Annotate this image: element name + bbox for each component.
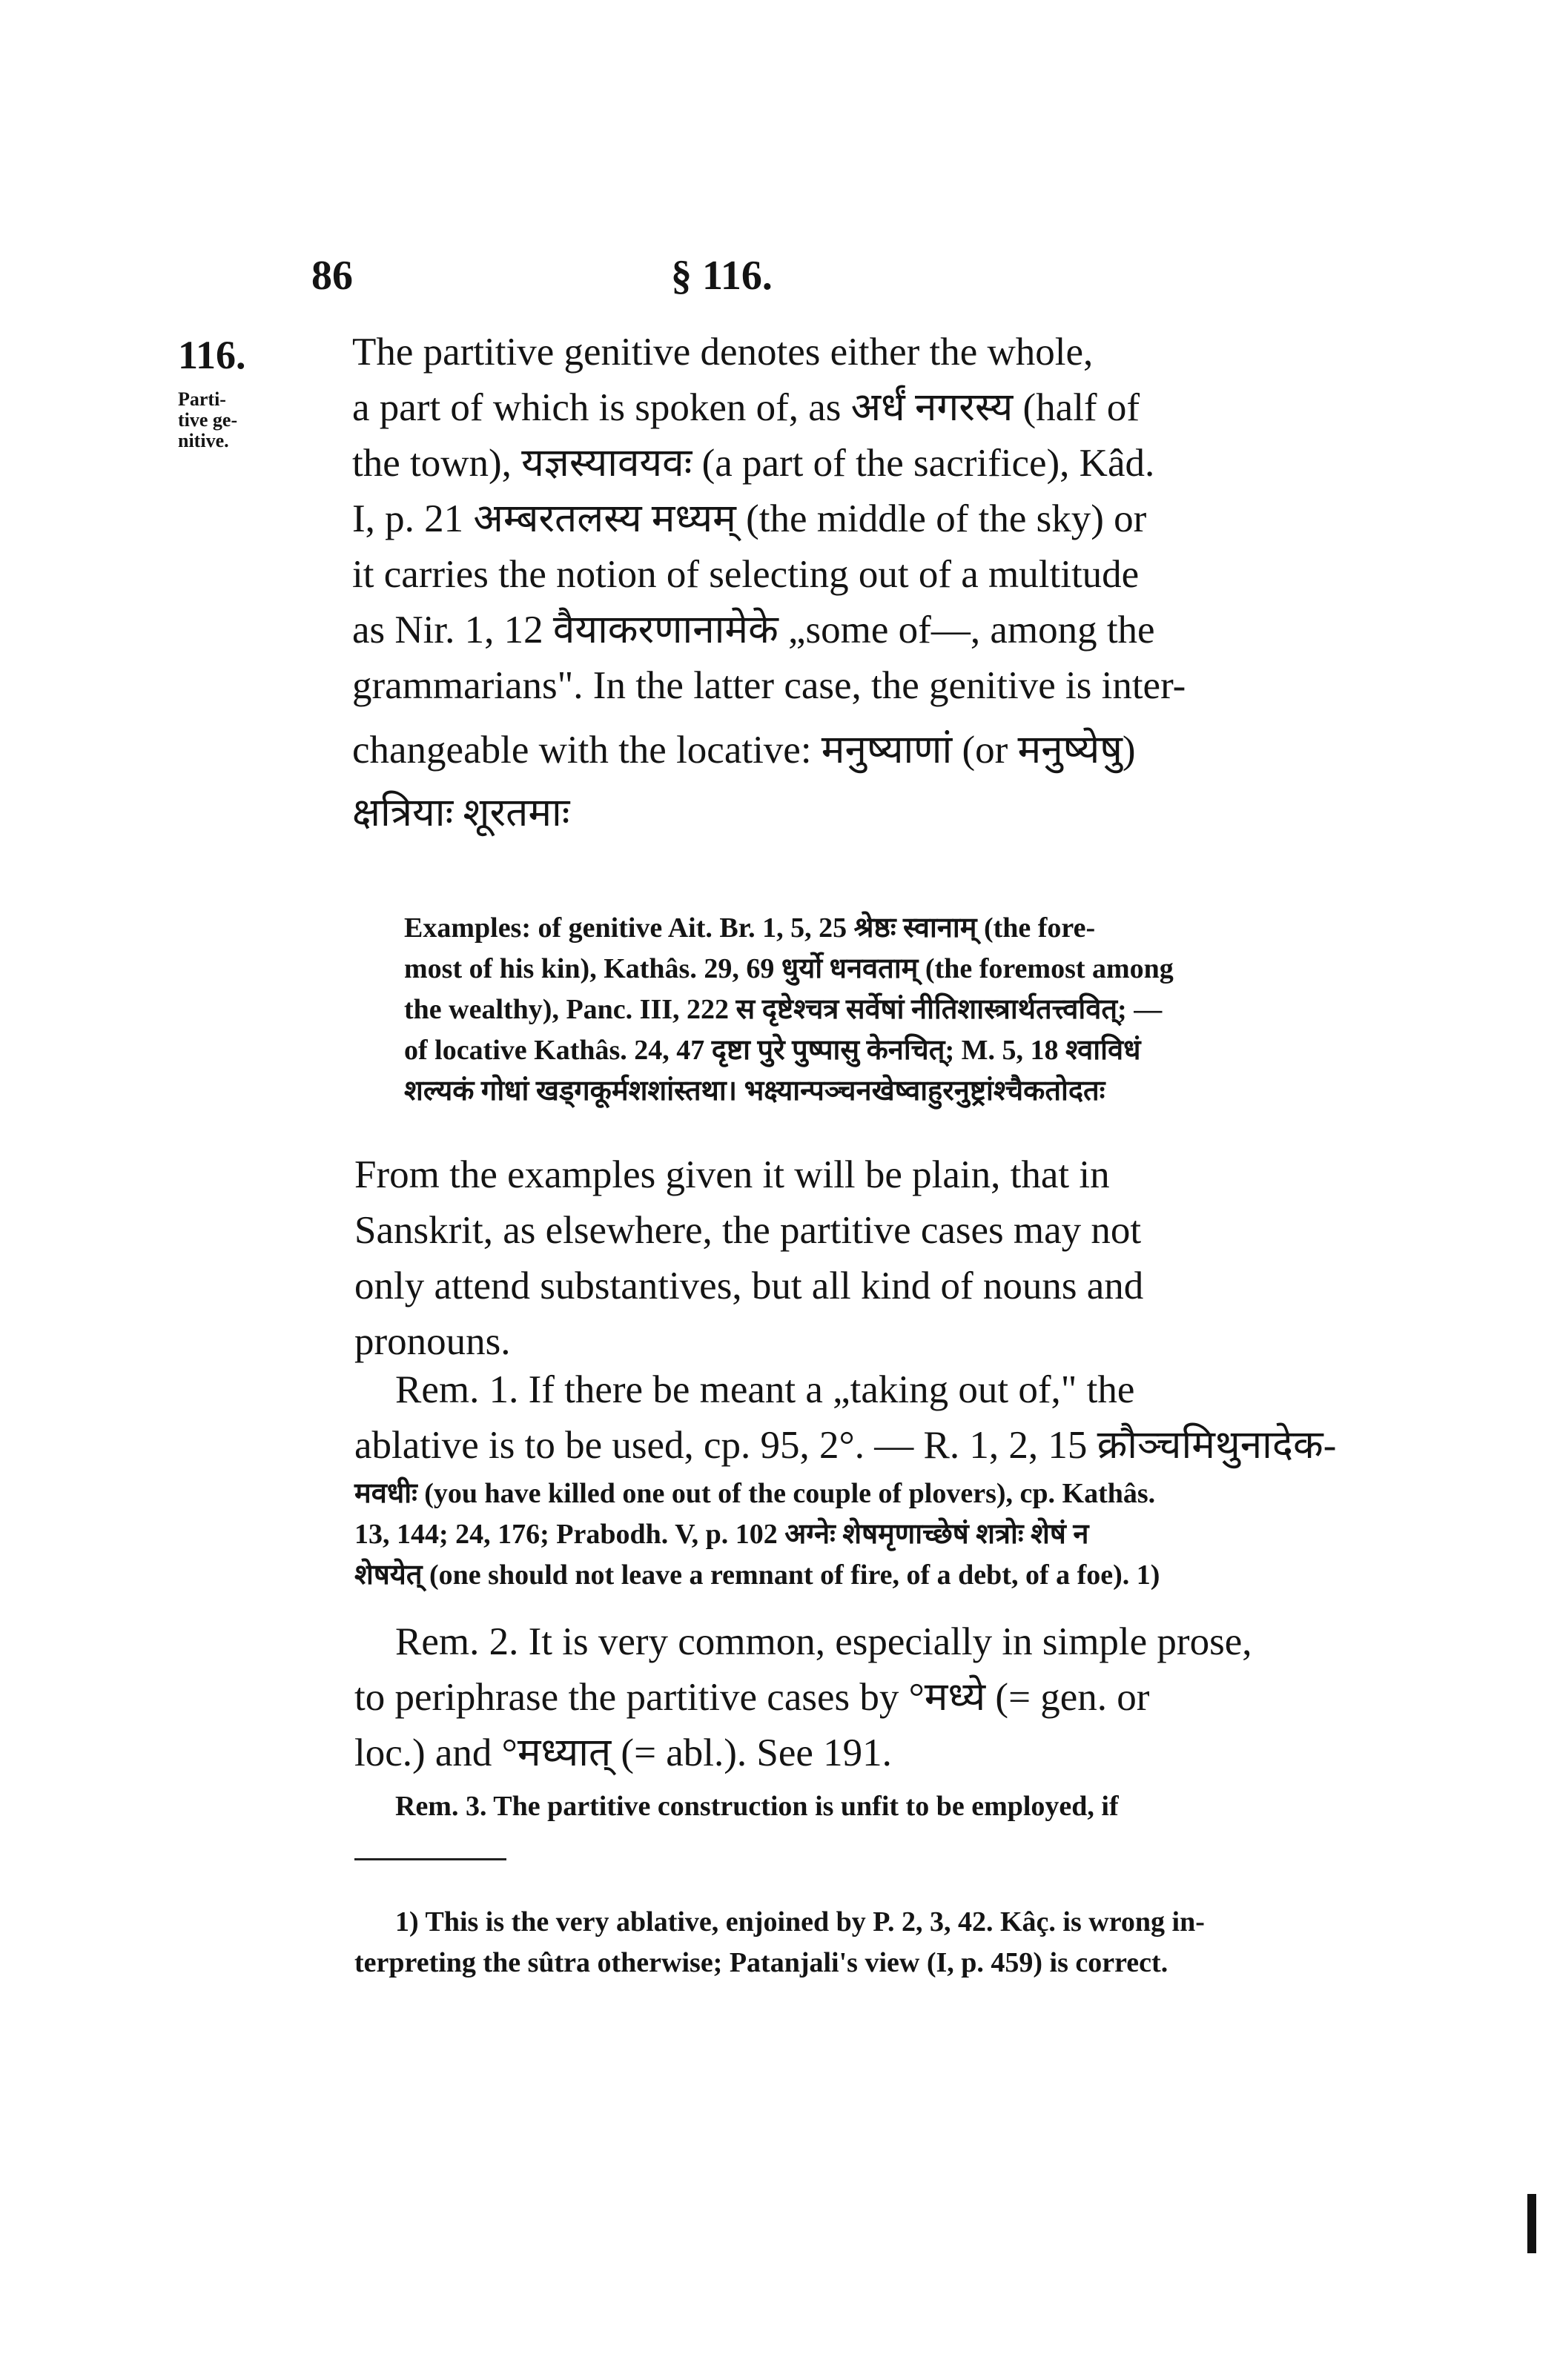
text-line: as Nir. 1, 12 वैयाकरणानामेके „some of—, among the [352, 609, 1155, 652]
text-line: it carries the notion of selecting out of a multitude [352, 553, 1140, 596]
text-line: to periphrase the partitive cases by °मध्ये (= gen. or [354, 1676, 1150, 1719]
text-line: From the examples given it will be plain, that in [354, 1153, 1110, 1196]
footnote-line: 1) This is the very ablative, enjoined by P. 2, 3, 42. Kâç. is wrong in- [395, 1906, 1205, 1938]
remark-1 [354, 1362, 1378, 1474]
text-line: a part of which is spoken of, as अर्धं नगरस्य (half of [352, 386, 1140, 429]
margin-note-line: nitive. [178, 430, 229, 451]
remark-3 [395, 1786, 1381, 1827]
example-line: of locative Kathâs. 24, 47 दृष्टा पुरे पुष्पासु केनचित्; M. 5, 18 श्वाविधं [404, 1035, 1141, 1066]
example-line: the wealthy), Panc. III, 222 स दृष्टेश्चत्र सर्वेषां नीतिशास्त्रार्थतत्त्ववित्; — [404, 994, 1163, 1025]
text-line: I, p. 21 अम्बरतलस्य मध्यम् (the middle of the sky) or [352, 497, 1147, 540]
remark-1-continuation [354, 1474, 1378, 1596]
intro-paragraph [352, 325, 1375, 841]
example-line: 13, 144; 24, 176; Prabodh. V, p. 102 अग्नेः शेषमृणाच्छेषं शत्रोः शेषं न [354, 1519, 1089, 1550]
text-line: loc.) and °मध्यात् (= abl.). See 191. [354, 1731, 892, 1774]
margin-note-line: tive ge- [178, 409, 238, 431]
text-line: The partitive genitive denotes either the whole, [352, 331, 1094, 374]
example-line: Examples: of genitive Ait. Br. 1, 5, 25 श्रेष्ठः स्वानाम् (the fore- [404, 912, 1096, 944]
examples-block [404, 908, 1383, 1112]
margin-note [178, 389, 237, 451]
margin-note-line: Parti- [178, 388, 226, 410]
remark-2 [354, 1614, 1378, 1781]
text-line: Rem. 2. It is very common, especially in simple prose, [395, 1620, 1252, 1663]
text-line: only attend substantives, but all kind of nouns and [354, 1264, 1144, 1307]
example-line: मवधीः (you have killed one out of the couple of plovers), cp. Kathâs. [354, 1478, 1156, 1509]
page-number: 86 [311, 253, 353, 299]
text-line: the town), यज्ञस्यावयवः (a part of the sacrifice), Kâd. [352, 442, 1155, 485]
text-line: Rem. 3. The partitive construction is unfit to be employed, if [395, 1791, 1119, 1822]
footnote-line: terpreting the sûtra otherwise; Patanjali's view (I, p. 459) is correct. [354, 1947, 1168, 1978]
text-line: Sanskrit, as elsewhere, the partitive cases may not [354, 1209, 1142, 1252]
text-line: क्षत्रियाः शूरतमाः [352, 792, 570, 835]
text-line: grammarians". In the latter case, the genitive is inter- [352, 664, 1186, 707]
scan-edge-mark [1527, 2194, 1536, 2253]
example-line: most of his kin), Kathâs. 29, 69 धुर्यो धनवताम् (the foremost among [404, 953, 1174, 984]
section-number: 116. [178, 333, 246, 377]
footnote-rule [354, 1858, 506, 1860]
text-line: ablative is to be used, cp. 95, 2°. — R. 1, 2, 15 क्रौञ्चमिथुनादेक- [354, 1424, 1337, 1467]
from-paragraph [354, 1147, 1378, 1370]
example-line: शेषयेत् (one should not leave a remnant of fire, of a debt, of a foe). 1) [354, 1559, 1160, 1591]
example-line: शल्यकं गोधां खड्गकूर्मशशांस्तथा। भक्ष्यान्पञ्चनखेष्वाहुरनुष्ट्रांश्चैकतोदतः [404, 1075, 1105, 1107]
text-line: changeable with the locative: मनुष्याणां (or मनुष्येषु) [352, 729, 1136, 772]
text-line: Rem. 1. If there be meant a „taking out of," the [395, 1368, 1135, 1411]
running-header: § 116. [671, 253, 773, 299]
footnote [354, 1902, 1381, 1983]
text-line: pronouns. [354, 1320, 511, 1363]
